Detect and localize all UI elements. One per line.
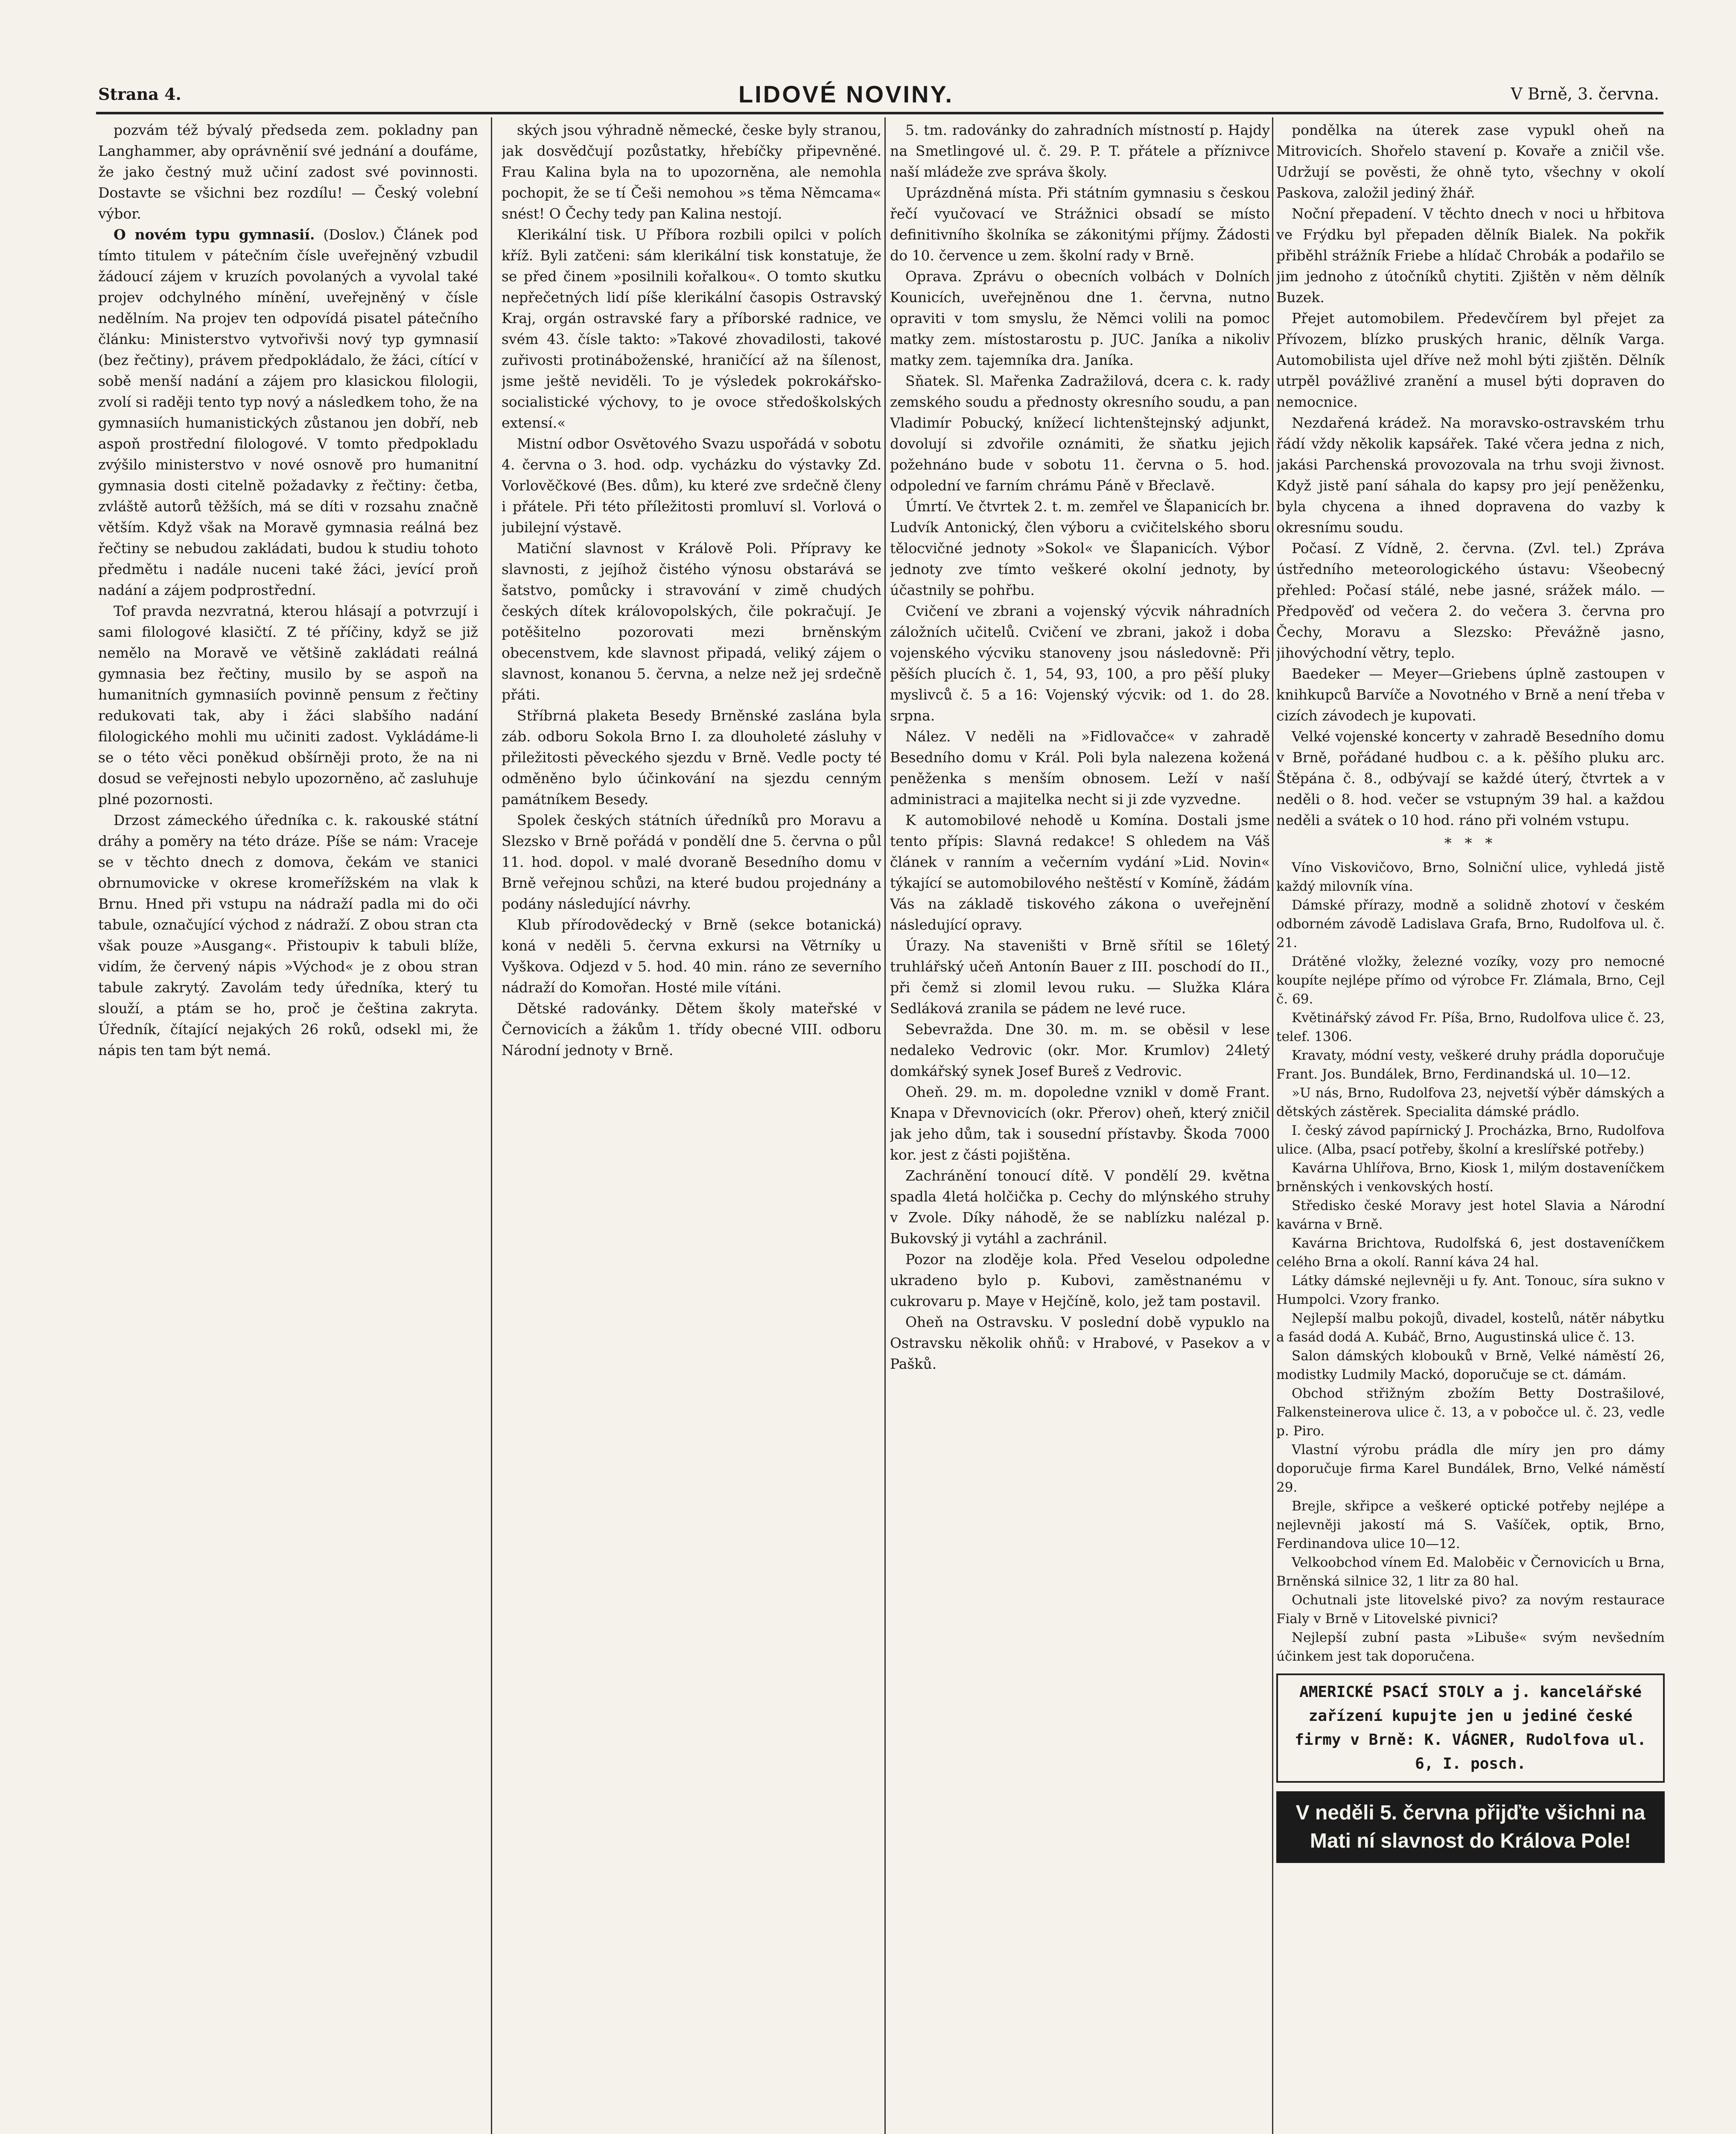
article-paragraph: Noční přepadení. V těchto dnech v noci u hřbitova ve Frýdku byl přepaden dělník Bialek. Na pokřik přiběhl strážník Friebe a hlídač Chrobák a podařilo se jim jednoho z útočníků chytiti. Zjištěn v něm dělník Buzek. [1276,205,1665,306]
article-paragraph: Nález. V neděli na »Fidlovačce« v zahradě Besedního domu v Král. Poli byla nalezena kožená peněženka s menším obnosem. Leží v naší administraci a majitelka necht si ji zde vyzvedne. [890,728,1270,808]
article-paragraph: Klerikální tisk. U Příbora rozbili opilci v polích kříž. Byli zatčeni: sám klerikální tisk konstatuje, že se před činem »posilnili kořalkou«. O tomto skutku nepřečetných lidí píše klerikální časopis Ostravský Kraj, orgán ostravské fary a příborské radnice, ve svém 43. čísle takto: »Takové zhovadilosti, takové zuřivosti protináboženské, hraničící až na šílenost, jsme ještě neviděli. To je výsledek pokrokářsko-socialistické výchovy, to je ovoce středoškolských extensí.« [502,226,881,431]
article-paragraph: Zachránění tonoucí dítě. V pondělí 29. května spadla 4letá holčička p. Cechy do mlýnského struhy v Zvole. Díky náhodě, že se nablízku nalézal p. Bukovský ji vytáhl a zachránil. [890,1167,1270,1247]
article-paragraph: Uprázdněná místa. Při státním gymnasiu s českou řečí vyučovací ve Strážnici obsadí se místo definitivního školníka se zákonitými příjmy. Žádosti do 10. července u zem. školní rady v Brně. [890,184,1270,264]
page-header [98,79,1659,109]
classified-ad: Velkoobchod vínem Ed. Maloběic v Černovicích u Brna, Brněnská silnice 32, 1 litr za 80 hal. [1276,1555,1665,1589]
classified-ad: Brejle, skřipce a veškeré optické potřeby nejlépe a nejlevněji jakostí má S. Vašíček, optik, Brno, Ferdinandova ulice 10—12. [1276,1498,1665,1551]
article-paragraph: Mistní odbor Osvětového Svazu uspořádá v sobotu 4. června o 3. hod. odp. vycházku do výstavky Zd. Vorlověčkové (Bes. dům), ku které zve srdečně členy i přátele. Při této příležitosti promluví sl. Vorlová o jubilejní výstavě. [502,435,881,536]
classified-ad: Středisko české Moravy jest hotel Slavia a Národní kavárna v Brně. [1276,1198,1665,1232]
article-paragraph: Sebevražda. Dne 30. m. m. se oběsil v lese nedaleko Vedrovic (okr. Mor. Krumlov) 24letý domkářský synek Josef Bureš z Vedrovic. [890,1021,1270,1079]
article-paragraph: Baedeker — Meyer—Griebens úplně zastoupen v knihkupců Barvíče a Novotného v Brně a není třeba v cizích závodech je kupovati. [1276,665,1665,724]
article-paragraph: ských jsou výhradně německé, česke byly stranou, jak dosvědčují pozůstatky, hřebíčky připevněné. Frau Kalina byla na to upozorněna, ale nemohla pochopit, že se tí Češi nemohou »s těma Němcama« snést! O Čechy tedy pan Kalina nestojí. [502,122,881,222]
classified-ad: Kravaty, módní vesty, veškeré druhy prádla doporučuje Frant. Jos. Bundálek, Brno, Ferdinandská ul. 10—12. [1276,1048,1665,1082]
classified-ad: Kavárna Brichtova, Rudolfská 6, jest dostaveníčkem celého Brna a okolí. Ranní káva 24 hal. [1276,1236,1665,1270]
classified-ad: Nejlepší zubní pasta »Libuše« svým nevšedním účinkem jest tak doporučena. [1276,1630,1665,1664]
article-paragraph: pozvám též bývalý předseda zem. pokladny pan Langhammer, aby oprávněnií své jednání a doufáme, že jako čestný muž učiní zadost své povinnosti. Dostavte se všichni bez rozdílu! — Český volební výbor. [98,122,478,222]
place-date: V Brně, 3. června. [1511,85,1659,103]
article-paragraph: Přejet automobilem. Předevčírem byl přejet za Přívozem, blízko pruských hranic, dělník Varga. Automobilista ujel dříve než mohl býti zjištěn. Dělník utrpěl povážlivé zranění a musel býti dopraven do nemocnice. [1276,310,1665,410]
article-paragraph: Klub přírodovědecký v Brně (sekce botanická) koná v neděli 5. června exkursi na Větrníky u Vyškova. Odjezd v 5. hod. 40 min. ráno ze severního nádraží do Komořan. Hosté mile vítáni. [502,916,881,996]
article-paragraph: Dětské radovánky. Dětem školy mateřské v Černovicích a žákům 1. třídy obecné VIII. odboru Národní jednoty v Brně. [502,1000,881,1058]
article-paragraph: 5. tm. radovánky do zahradních místností p. Hajdy na Smetlingové ul. č. 29. P. T. přátele a příznivce naší mládeže zve správa školy. [890,122,1270,180]
article-paragraph: Sňatek. Sl. Mařenka Zadražilová, dcera c. k. rady zemského soudu a přednosty okresního soudu, a pan Vladimír Pobucký, knížecí lichtenštejnský adjunkt, dovolují si zdvořile oznámiti, že sňatku jejich požehnáno bude v sobotu 11. června o 5. hod. odpolední ve farním chrámu Páně v Břeclavě. [890,373,1270,494]
article-paragraph: Nezdařená krádež. Na moravsko-ostravském trhu řádí vždy několik kapsářek. Také včera jedna z nich, jakási Parchenská provozovala na trhu svoji živnost. Když jistě paní sáhala do kapsy pro její peněženku, byla chycena a ihned dopravena do vazby k okresnímu soudu. [1276,414,1665,536]
masthead-title: LIDOVÉ NOVINY. [738,80,954,108]
column-2 [502,120,881,2134]
classified-ad: Víno Viskovičovo, Brno, Solniční ulice, vyhledá jistě každý milovník vína. [1276,860,1665,894]
column-divider [491,117,492,2134]
classified-ad: Drátěné vložky, železné vozíky, vozy pro nemocné koupíte nejlépe přímo od výrobce Fr. Zlámala, Brno, Cejl č. 69. [1276,954,1665,1007]
section-separator: * * * [1444,835,1497,852]
classified-ad: Látky dámské nejlevněji u fy. Ant. Tonouc, síra sukno v Humpolci. Vzory franko. [1276,1273,1665,1307]
article-paragraph: Tof pravda nezvratná, kterou hlásají a potvrzují i sami filologové klasičtí. Z té příčiny, když se již nemělo na Moravě ve většině zakládati reálná gymnasia bez řečtiny, musilo by se aspoň na humanitních gymnasiích povinně pensum z řečtiny redukovati tak, aby i žáci slabšího nadání filologického mohli mu učiniti zadost. Vykládáme-li se o této věci poněkud obšírněji proto, že na ni dosud se veřejnosti nebylo upozorněno, ač zasluhuje plné pozornosti. [98,603,478,808]
column-4 [1276,120,1665,2134]
article-paragraph: Drzost zámeckého úředníka c. k. rakouské státní dráhy a poměry na této dráze. Píše se nám: Vraceje se v těchto dnech z domova, čekám ve stanici obrnumovicke v okrese kromeřížském na vlak k Brnu. Hned při vstupu na nádraží padla mi do oči tabule, označující východ z nádraží. Z obou stran cta však pouze »Ausgang«. Přistoupiv k tabuli blíže, vidím, že červený nápis »Východ« je z obou stran tabule zakrytý. Zavolám tedy úředníka, který tu slouží, a ptám se ho, proč je čeština zakryta. Úředník, čítající nejakých 26 roků, odsekl mi, že nápis ten tam být nemá. [98,812,478,1058]
classified-ad: Kavárna Uhlířova, Brno, Kiosk 1, milým dostaveníčkem brněnských i venkovských hostí. [1276,1160,1665,1195]
article-paragraph: pondělka na úterek zase vypukl oheň na Mitrovicích. Shořelo stavení p. Kovaře a zničil vše. Udržují se pověsti, že ohně tyto, všechny v okolí Paskova, založil jediný žhář. [1276,122,1665,201]
classified-ad: Nejlepší malbu pokojů, divadel, kostelů, nátěr nábytku a fasád dodá A. Kubáč, Brno, Augustinská ulice č. 13. [1276,1311,1665,1345]
article-paragraph: Oheň na Ostravsku. V poslední době vypuklo na Ostravsku několik ohňů: v Hrabové, v Pasekov a v Pašků. [890,1314,1270,1372]
classified-ad: Ochutnali jste litovelské pivo? za novým restaurace Fialy v Brně v Litovelské pivnici? [1276,1592,1665,1627]
classified-ad: Obchod střižným zbožím Betty Dostrašilové, Falkensteinerova ulice č. 13, a v pobočce ul. č. 23, vedle p. Piro. [1276,1386,1665,1439]
article-paragraph: Pozor na zloděje kola. Před Veselou odpoledne ukradeno bylo p. Kubovi, zaměstnanému v cukrovaru p. Maye v Hejčíně, kolo, jež tam postavil. [890,1251,1270,1309]
column-divider [884,117,886,2134]
article-paragraph: Počasí. Z Vídně, 2. června. (Zvl. tel.) Zpráva ústředního meteorologického ústavu: Všeobecný přehled: Počasí stálé, nebe jasné, srážek málo. — Předpověď od večera 2. do večera 3. června pro Čechy, Moravu a Slezsko: Převážně jasno, jihovýchodní větry, teplo. [1276,540,1665,661]
classified-ad: I. český závod papírnický J. Procházka, Brno, Rudolfova ulice. (Alba, psací potřeby, školní a kreslířské potřeby.) [1276,1123,1665,1157]
page-number: Strana 4. [98,84,181,104]
article-text: (Doslov.) Článek pod tímto titulem v pátečním čísle uveřejněný vzbudil žádoucí zájem v kruzích povolaných a vyvolal také projev odchylného mínění, uveřejněný v čísle nedělním. Na projev ten odpovídá pisatel pátečního článku: Ministerstvo vytvořivši nový typ gymnasií (bez řečtiny), právem předpokládalo, že žáci, cítící v sobě menší nadání a zájem pro klasickou filologii, zvolí si raději tento typ nový a následkem toho, že na gymnasiích humanistických zůstanou jen dobří, neb aspoň prostřední filologové. V tomto předpokladu zvýšilo ministerstvo v nové osnově pro humanitní gymnasia dosti citelně požadavky z řečtiny: četba, zvláště autorů těžších, má se díti v rozsahu značně větším. Když však na Moravě gymnasia reálná bez řečtiny se nebudou zakládati, budou k studiu tohoto předmětu i nadále nuceni také žáci, jevící proň nadání a zájem podprostřední. [98,226,478,598]
column-1 [98,120,478,2134]
column-divider [1272,117,1273,2134]
classified-ad: Dámské přírazy, modně a solidně zhotoví v českém odborném závodě Ladislava Grafa, Brno, Rudolfova ul. č. 21. [1276,898,1665,950]
classified-ad: Květinářský závod Fr. Píša, Brno, Rudolfova ulice č. 23, telef. 1306. [1276,1010,1665,1044]
article-paragraph [98,224,478,601]
header-rule [96,112,1663,114]
article-paragraph: Cvičení ve zbrani a vojenský výcvik náhradních záložních učitelů. Cvičení ve zbrani, jakož i doba vojenského výcviku stanoveny jsou následovně: Při pěších plucích č. 1, 54, 93, 100, a pro pěší pluky myslivců č. 5 a 16: Vojenský výcvik: od 1. do 28. srpna. [890,603,1270,724]
article-paragraph: Spolek českých státních úředníků pro Moravu a Slezsko v Brně pořádá v pondělí dne 5. června o půl 11. hod. dopol. v malé dvoraně Besedního domu v Brně veřejnou schůzi, na které budou projednány a podány následující návrhy. [502,812,881,912]
article-paragraph: Oprava. Zprávu o obecních volbách v Dolních Kounicích, uveřejněnou dne 1. června, nutno opraviti v tom smyslu, že Němci volili na pomoc matky zem. místostarostu p. JUC. Janíka a nikoliv matky zem. tajemníka dra. Janíka. [890,268,1270,368]
article-paragraph: K automobilové nehodě u Komína. Dostali jsme tento přípis: Slavná redakce! S ohledem na Váš článek v ranním a večerním vydání »Lid. Novin« týkající se automobilového neštěstí v Komíně, žádám Vás na základě tiskového zákona o uveřejnění následující opravy. [890,812,1270,933]
classified-ads [1276,858,1665,1666]
classified-ad: Vlastní výrobu prádla dle míry jen pro dámy doporučuje firma Karel Bundálek, Brno, Velké náměstí 29. [1276,1442,1665,1495]
article-paragraph: Stříbrná plaketa Besedy Brněnské zaslána byla záb. odboru Sokola Brno I. za dlouholeté zásluhy v přiležitosti pěveckého sjezdu v Brně. Vedle pocty té odměněno bylo účinkování na sjezdu cenným památníkem Besedy. [502,707,881,808]
column-3 [890,120,1270,2134]
classified-ad: Salon dámských klobouků v Brně, Velké náměstí 26, modistky Ludmily Mackó, doporučuje se ct. dámám. [1276,1348,1665,1382]
article-paragraph: Velké vojenské koncerty v zahradě Besedního domu v Brně, pořádané hudbou c. a k. pěšího pluku arc. Štěpána č. 8., odbývají se každé úterý, čtvrtek a v neděli o 8. hod. večer se vstupným 39 hal. a každou neděli a svátek o 10 hod. ráno při volném vstupu. [1276,728,1665,828]
article-paragraph: Úmrtí. Ve čtvrtek 2. t. m. zemřel ve Šlapanicích br. Ludvík Antonický, člen výboru a cvičitelského sboru tělocvičné jednoty »Sokol« ve Šlapanicích. Výbor jednoty zve tímto veškeré okolní jednoty, by účastnily se pohřbu. [890,498,1270,598]
classified-ad: »U nás, Brno, Rudolfova 23, nejvetší výběr dámských a dětských zástěrek. Specialita dámské prádlo. [1276,1085,1665,1119]
article-paragraph: Oheň. 29. m. m. dopoledne vznikl v domě Frant. Knapa v Dřevnovicích (okr. Přerov) oheň, který zničil jak jeho dům, tak i sousední přístavby. Škoda 7000 kor. jest z části pojištěna. [890,1084,1270,1163]
article-heading: O novém typu gymnasií. [114,226,315,243]
article-paragraph: Matiční slavnost v Králově Poli. Přípravy ke slavnosti, z jejíhož čistého výnosu obstarává se šatstvo, pomůcky i stravování v zimě chudých českých dítek královopolských, čile pokračují. Je potěšitelno pozorovati mezi brněnským obecenstvem, kde slavnost připadá, veliký zájem o slavnost, konanou 5. června, a nelze než jej srdečně přáti. [502,540,881,703]
black-banner-advertisement: V neděli 5. června přijďte všichni na Mati ní slavnost do Králova Pole! [1276,1791,1665,1863]
article-paragraph: Úrazy. Na staveništi v Brně sřítil se 16letý truhlářský učeň Antonín Bauer z III. poschodí do II., při čemž si zlomil levou ruku. — Služka Klára Sedláková zranila se pádem ne levé ruce. [890,937,1270,1017]
boxed-advertisement: AMERICKÉ PSACÍ STOLY a j. kancelářské zařízení kupujte jen u jediné české firmy v Brně: K. VÁGNER, Rudolfova ul. 6, I. posch. [1276,1673,1665,1783]
